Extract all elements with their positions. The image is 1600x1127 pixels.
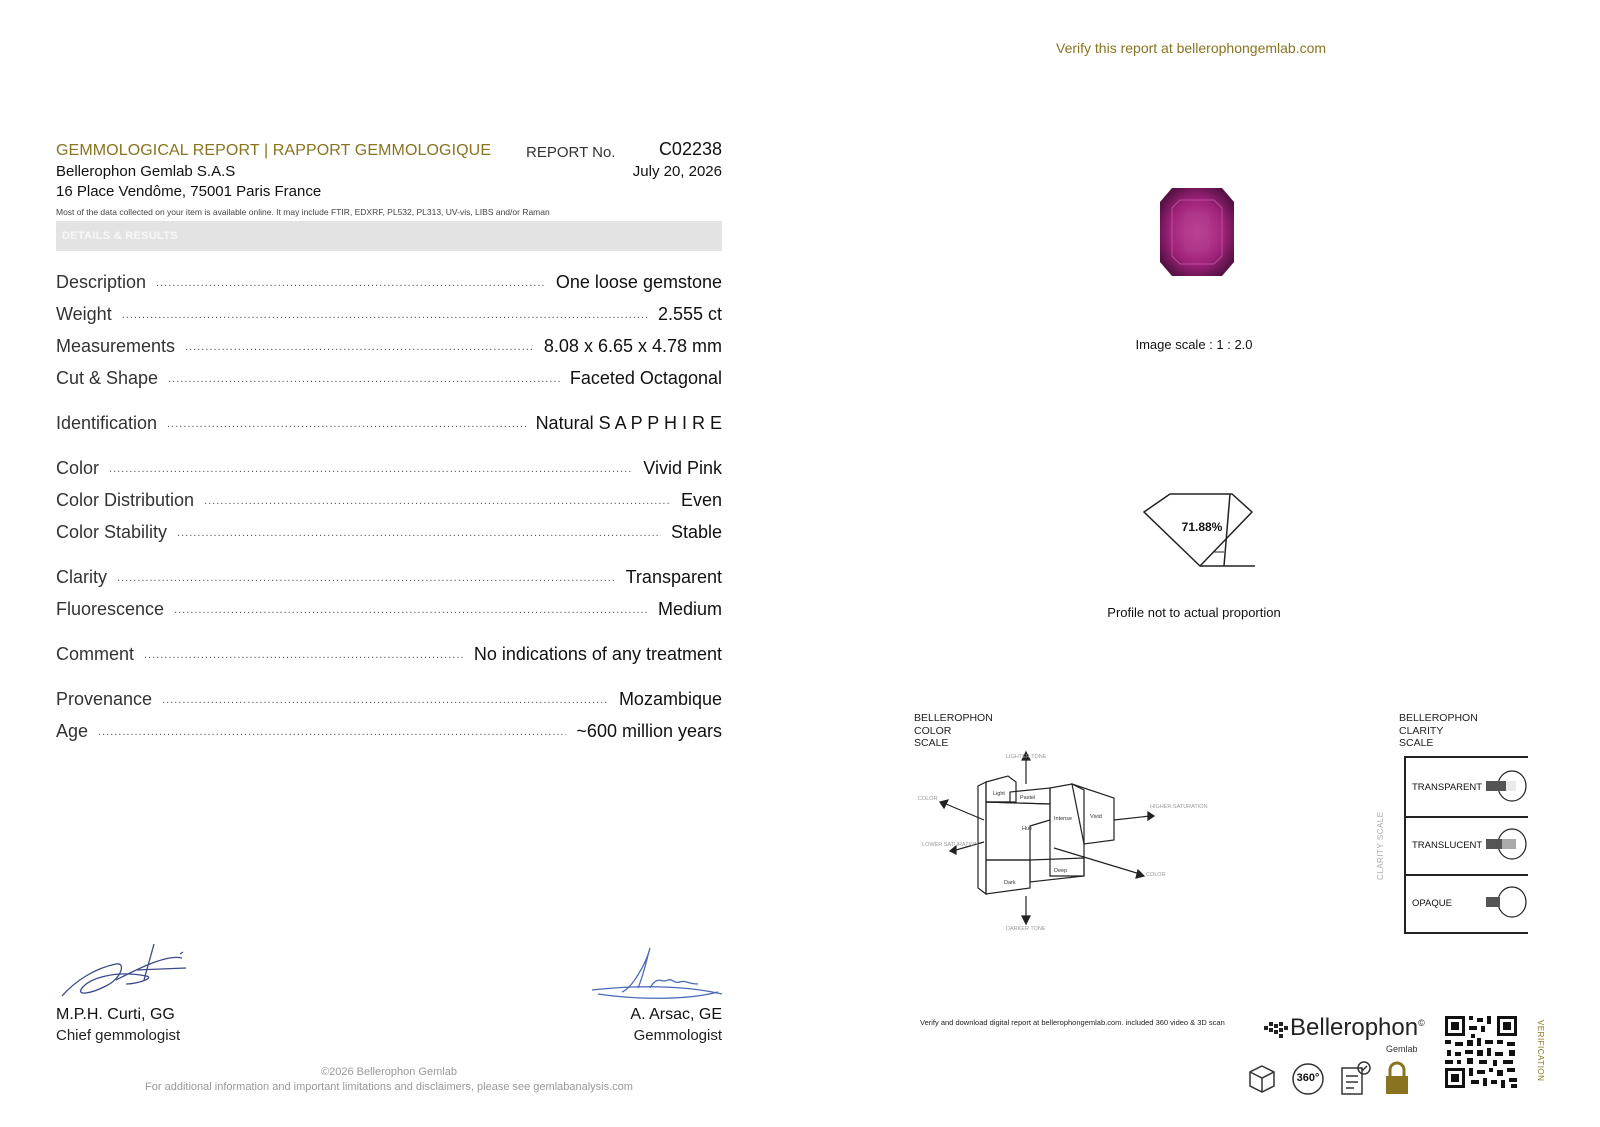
detail-label: Color Distribution bbox=[56, 490, 195, 510]
clarity-level-transparent: TRANSPARENT bbox=[1406, 758, 1528, 818]
report-title: GEMMOLOGICAL REPORT | RAPPORT GEMMOLOGIQUE bbox=[56, 142, 492, 159]
detail-value: Vivid Pink bbox=[643, 458, 722, 478]
report-number-label: REPORT No. bbox=[526, 144, 616, 161]
detail-label: Color bbox=[56, 458, 100, 478]
detail-row-fluorescence bbox=[56, 599, 722, 620]
leader-dots bbox=[117, 572, 616, 584]
detail-value: ~600 million years bbox=[576, 721, 722, 741]
detail-row-color-stability bbox=[56, 522, 722, 543]
color-scale-label-right-lower: COLOR bbox=[1146, 872, 1166, 878]
data-note: Most of the data collected on your item is available online. It may include FTIR, EDXRF, PL532, PL313, UV-vis, LIBS and/or Raman bbox=[56, 207, 550, 217]
verify-link[interactable]: Verify this report at bellerophongemlab.com bbox=[1056, 40, 1327, 56]
brand-mark: © bbox=[1418, 1018, 1425, 1028]
color-scale-title: BELLEROPHON COLOR SCALE bbox=[914, 712, 993, 749]
detail-value: Transparent bbox=[625, 567, 722, 587]
detail-row-description bbox=[56, 272, 722, 293]
leader-dots bbox=[162, 694, 609, 706]
color-box-dark: Dark bbox=[1004, 880, 1016, 886]
color-box-pastel: Pastel bbox=[1020, 795, 1036, 801]
leader-dots bbox=[185, 341, 534, 353]
signature-curti bbox=[56, 940, 196, 1002]
clarity-level-opaque: OPAQUE bbox=[1406, 874, 1528, 932]
signature-role-curti: Chief gemmologist bbox=[56, 1027, 181, 1044]
section-title: DETAILS & RESULTS bbox=[62, 230, 178, 242]
color-box-light: Light bbox=[993, 791, 1005, 797]
detail-value: No indications of any treatment bbox=[473, 644, 722, 664]
leader-dots bbox=[177, 527, 661, 539]
report-date: July 20, 2026 bbox=[632, 163, 722, 180]
detail-value: Medium bbox=[657, 599, 722, 619]
signature-name-arsac: A. Arsac, GE bbox=[630, 1006, 722, 1023]
clarity-side-label: CLARITY SCALE bbox=[1376, 811, 1385, 880]
color-scale-diagram bbox=[914, 748, 1214, 932]
leader-dots bbox=[167, 418, 525, 430]
profile-note: Profile not to actual proportion bbox=[1107, 605, 1281, 620]
detail-label: Fluorescence bbox=[56, 599, 165, 619]
detail-label: Clarity bbox=[56, 567, 108, 587]
detail-row-age bbox=[56, 721, 722, 742]
section-header-bar bbox=[56, 221, 722, 251]
detail-value: 2.555 ct bbox=[657, 304, 722, 324]
color-box-vivid: Vivid bbox=[1090, 814, 1102, 820]
clarity-scale-box bbox=[1404, 756, 1528, 934]
bellerophon-logo-icon bbox=[1262, 1020, 1290, 1040]
detail-value: Faceted Octagonal bbox=[569, 368, 722, 388]
leader-dots bbox=[156, 277, 546, 289]
detail-row-provenance bbox=[56, 689, 722, 710]
detail-value: Stable bbox=[670, 522, 722, 542]
gemstone-image bbox=[1158, 186, 1238, 280]
detail-label: Provenance bbox=[56, 689, 153, 709]
image-scale: Image scale : 1 : 2.0 bbox=[1135, 337, 1253, 352]
detail-row-measurements bbox=[56, 336, 722, 357]
detail-label: Weight bbox=[56, 304, 112, 324]
detail-label: Color Stability bbox=[56, 522, 168, 542]
detail-row-cut-shape bbox=[56, 368, 722, 389]
detail-label: Description bbox=[56, 272, 147, 292]
detail-label: Age bbox=[56, 721, 89, 741]
report-number: C02238 bbox=[658, 139, 722, 159]
detail-value: Even bbox=[680, 490, 722, 510]
brand-sub: Gemlab bbox=[1386, 1044, 1418, 1054]
detail-value: 8.08 x 6.65 x 4.78 mm bbox=[543, 336, 722, 356]
color-scale-label-left-lower: LOWER SATURATION bbox=[922, 842, 979, 848]
leader-dots bbox=[168, 373, 560, 385]
footer-disclaimer: For additional information and important limitations and disclaimers, please see gemlabanalysis.com bbox=[145, 1081, 633, 1093]
color-scale-label-bottom: DARKER TONE bbox=[1006, 926, 1046, 932]
360-label: 360° bbox=[1296, 1072, 1320, 1084]
detail-label: Identification bbox=[56, 413, 158, 433]
leader-dots bbox=[174, 604, 648, 616]
download-text: Verify and download digital report at bellerophongemlab.com. included 360 video & 3D scan bbox=[920, 1018, 1225, 1027]
signature-arsac bbox=[588, 944, 724, 1004]
color-scale-label-top: LIGHTER TONE bbox=[1006, 754, 1047, 760]
3d-scan-icon[interactable] bbox=[1244, 1062, 1280, 1096]
detail-row-color bbox=[56, 458, 722, 479]
clarity-scale-title: BELLEROPHON CLARITY SCALE bbox=[1399, 712, 1478, 749]
detail-label: Comment bbox=[56, 644, 135, 664]
signature-name-curti: M.P.H. Curti, GG bbox=[56, 1006, 175, 1023]
signature-role-arsac: Gemmologist bbox=[633, 1027, 722, 1044]
detail-row-color-distribution bbox=[56, 490, 722, 511]
detail-row-identification bbox=[56, 413, 722, 434]
clarity-level-translucent: TRANSLUCENT bbox=[1406, 816, 1528, 876]
detail-value: One loose gemstone bbox=[555, 272, 722, 292]
clarity-translucent-icon bbox=[1486, 826, 1528, 862]
color-scale-label-right-upper: HIGHER SATURATION bbox=[1150, 804, 1208, 810]
company-name: Bellerophon Gemlab S.A.S bbox=[56, 163, 236, 180]
qr-code[interactable] bbox=[1443, 1014, 1519, 1090]
verification-label: VERIFICATION bbox=[1536, 1020, 1545, 1082]
color-box-hue: Hue bbox=[1022, 826, 1033, 832]
color-box-deep: Deep bbox=[1054, 868, 1068, 874]
leader-dots bbox=[109, 463, 633, 475]
digital-report-icon[interactable] bbox=[1336, 1060, 1372, 1096]
detail-row-comment bbox=[56, 644, 722, 665]
company-address: 16 Place Vendôme, 75001 Paris France bbox=[56, 183, 322, 200]
detail-value: Mozambique bbox=[618, 689, 722, 709]
detail-label: Measurements bbox=[56, 336, 176, 356]
leader-dots bbox=[204, 495, 671, 507]
detail-label: Cut & Shape bbox=[56, 368, 159, 388]
color-box-intense: Intense bbox=[1054, 816, 1073, 822]
profile-percent: 71.88% bbox=[1181, 520, 1223, 534]
clarity-opaque-icon bbox=[1486, 884, 1528, 920]
clarity-transparent-icon bbox=[1486, 768, 1528, 804]
leader-dots bbox=[122, 309, 648, 321]
footer-copyright: ©2026 Bellerophon Gemlab bbox=[321, 1066, 457, 1078]
detail-row-clarity bbox=[56, 567, 722, 588]
color-scale-label-left-upper: COLOR bbox=[918, 796, 938, 802]
leader-dots bbox=[98, 726, 566, 738]
detail-row-weight bbox=[56, 304, 722, 325]
brand-name: Bellerophon© bbox=[1290, 1014, 1425, 1041]
detail-value: Natural S A P P H I R E bbox=[535, 413, 722, 433]
lock-icon[interactable] bbox=[1382, 1060, 1412, 1096]
leader-dots bbox=[144, 649, 464, 661]
